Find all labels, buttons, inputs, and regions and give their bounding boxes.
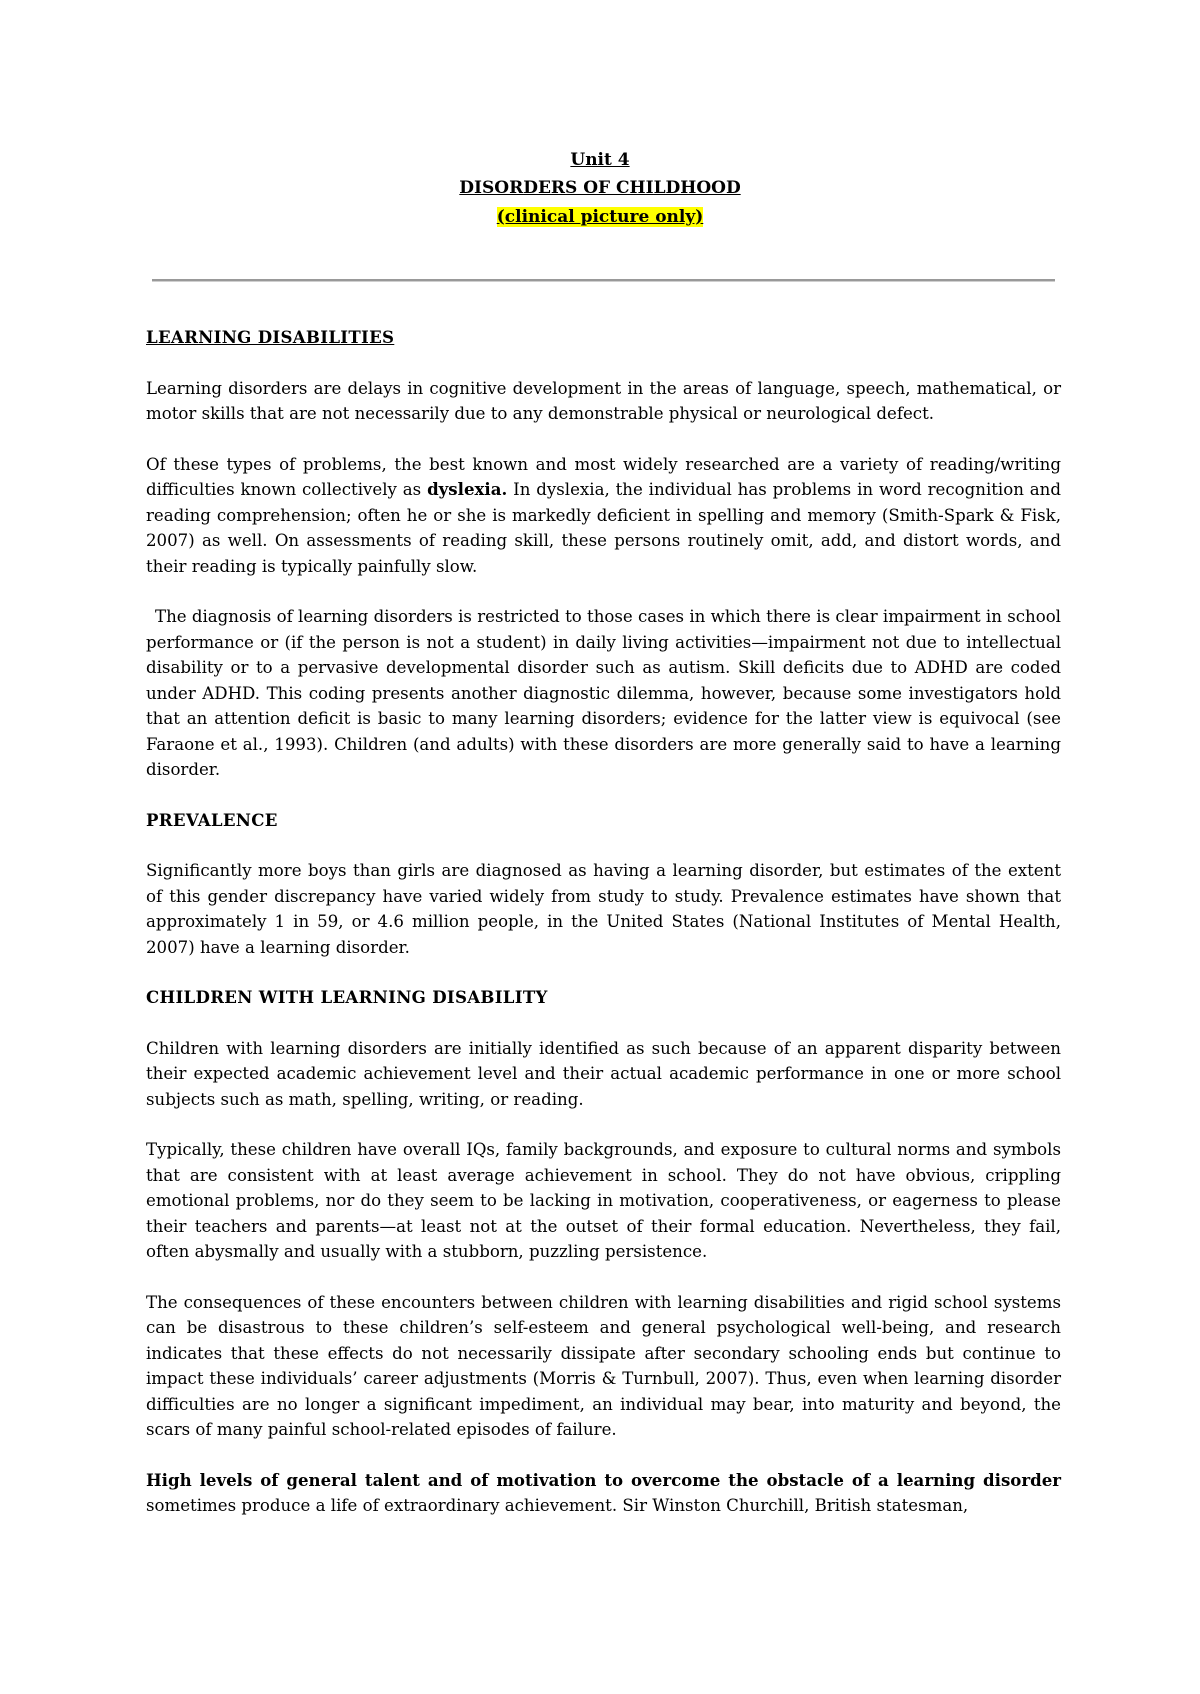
paragraph: Typically, these children have overall IQs, family backgrounds, and exposure to cultural norms and symbols that are consistent with at least average achievement in school. They do not have obvious, crippling emotional problems, nor do they seem to be lacking in motivation, cooperativeness, or eagerness to please their teachers and parents—at least not at the outset of their formal education. Nevertheless, they fail, often abysmally and usually with a stubborn, puzzling persistence. (146, 1140, 1061, 1261)
bold-lead: High levels of general talent and of motivation to overcome the obstacle of a learning disorder (146, 1469, 1061, 1490)
paragraph: Children with learning disorders are initially identified as such because of an apparent disparity between their expected academic achievement level and their actual academic performance in one or more school subjects such as math, spelling, writing, or reading. (146, 1038, 1061, 1109)
paragraph-text: sometimes produce a life of extraordinary achievement. Sir Winston Churchill, British statesman, (146, 1496, 969, 1515)
paragraph: Significantly more boys than girls are diagnosed as having a learning disorder, but estimates of the extent of this gender discrepancy have varied widely from study to study. Prevalence estimates have shown that approximately 1 in 59, or 4.6 million people, in the United States (National Institutes of Mental Health, 2007) have a learning disorder. (146, 861, 1061, 957)
section-heading-learning-disabilities: LEARNING DISABILITIES (146, 327, 395, 347)
paragraph (146, 1468, 1061, 1519)
paragraph: The consequences of these encounters between children with learning disabilities and rigid school systems can be disastrous to these children’s self-esteem and general psychological well-being, and research indicates that these effects do not necessarily dissipate after secondary schooling ends but continue to impact these individuals’ career adjustments (Morris & Turnbull, 2007). Thus, even when learning disorder difficulties are no longer a significant impediment, an individual may bear, into maturity and beyond, the scars of many painful school-related episodes of failure. (146, 1292, 1061, 1439)
document-title: DISORDERS OF CHILDHOOD (459, 178, 741, 198)
document-body (146, 325, 1061, 1519)
paragraph: Learning disorders are delays in cognitive development in the areas of language, speech, mathematical, or motor skills that are not necessarily due to any demonstrable physical or neurological defect. (146, 378, 1061, 423)
document-subtitle (0, 207, 1200, 227)
paragraph-text: In dyslexia, the individual has problems in word recognition and reading comprehension; often he or she is markedly deficient in spelling and memory (Smith-Spark & Fisk, 2007) as well. On assessments of reading skill, these persons routinely omit, add, and distort words, and their reading is typically painfully slow. (146, 480, 1061, 576)
paragraph (146, 452, 1061, 580)
paragraph: The diagnosis of learning disorders is restricted to those cases in which there is clear impairment in school performance or (if the person is not a student) in daily living activities—impairment not due to intellectual disability or to a pervasive developmental disorder such as autism. Skill deficits due to ADHD are coded under ADHD. This coding presents another diagnostic dilemma, however, because some investigators hold that an attention deficit is basic to many learning disorders; evidence for the latter view is equivocal (see Faraone et al., 1993). Children (and adults) with these disorders are more generally said to have a learning disorder. (146, 607, 1061, 779)
paragraph-text: Of these types of problems, the best known and most widely researched are a variety of reading/writing difficulties known collectively as (146, 454, 1061, 499)
subtitle-highlight: (clinical picture only) (496, 207, 704, 227)
horizontal-rule (152, 279, 1055, 282)
unit-label: Unit 4 (570, 150, 630, 170)
section-heading-children: CHILDREN WITH LEARNING DISABILITY (146, 987, 548, 1007)
section-heading-prevalence: PREVALENCE (146, 809, 278, 830)
bold-term: dyslexia. (427, 479, 508, 499)
